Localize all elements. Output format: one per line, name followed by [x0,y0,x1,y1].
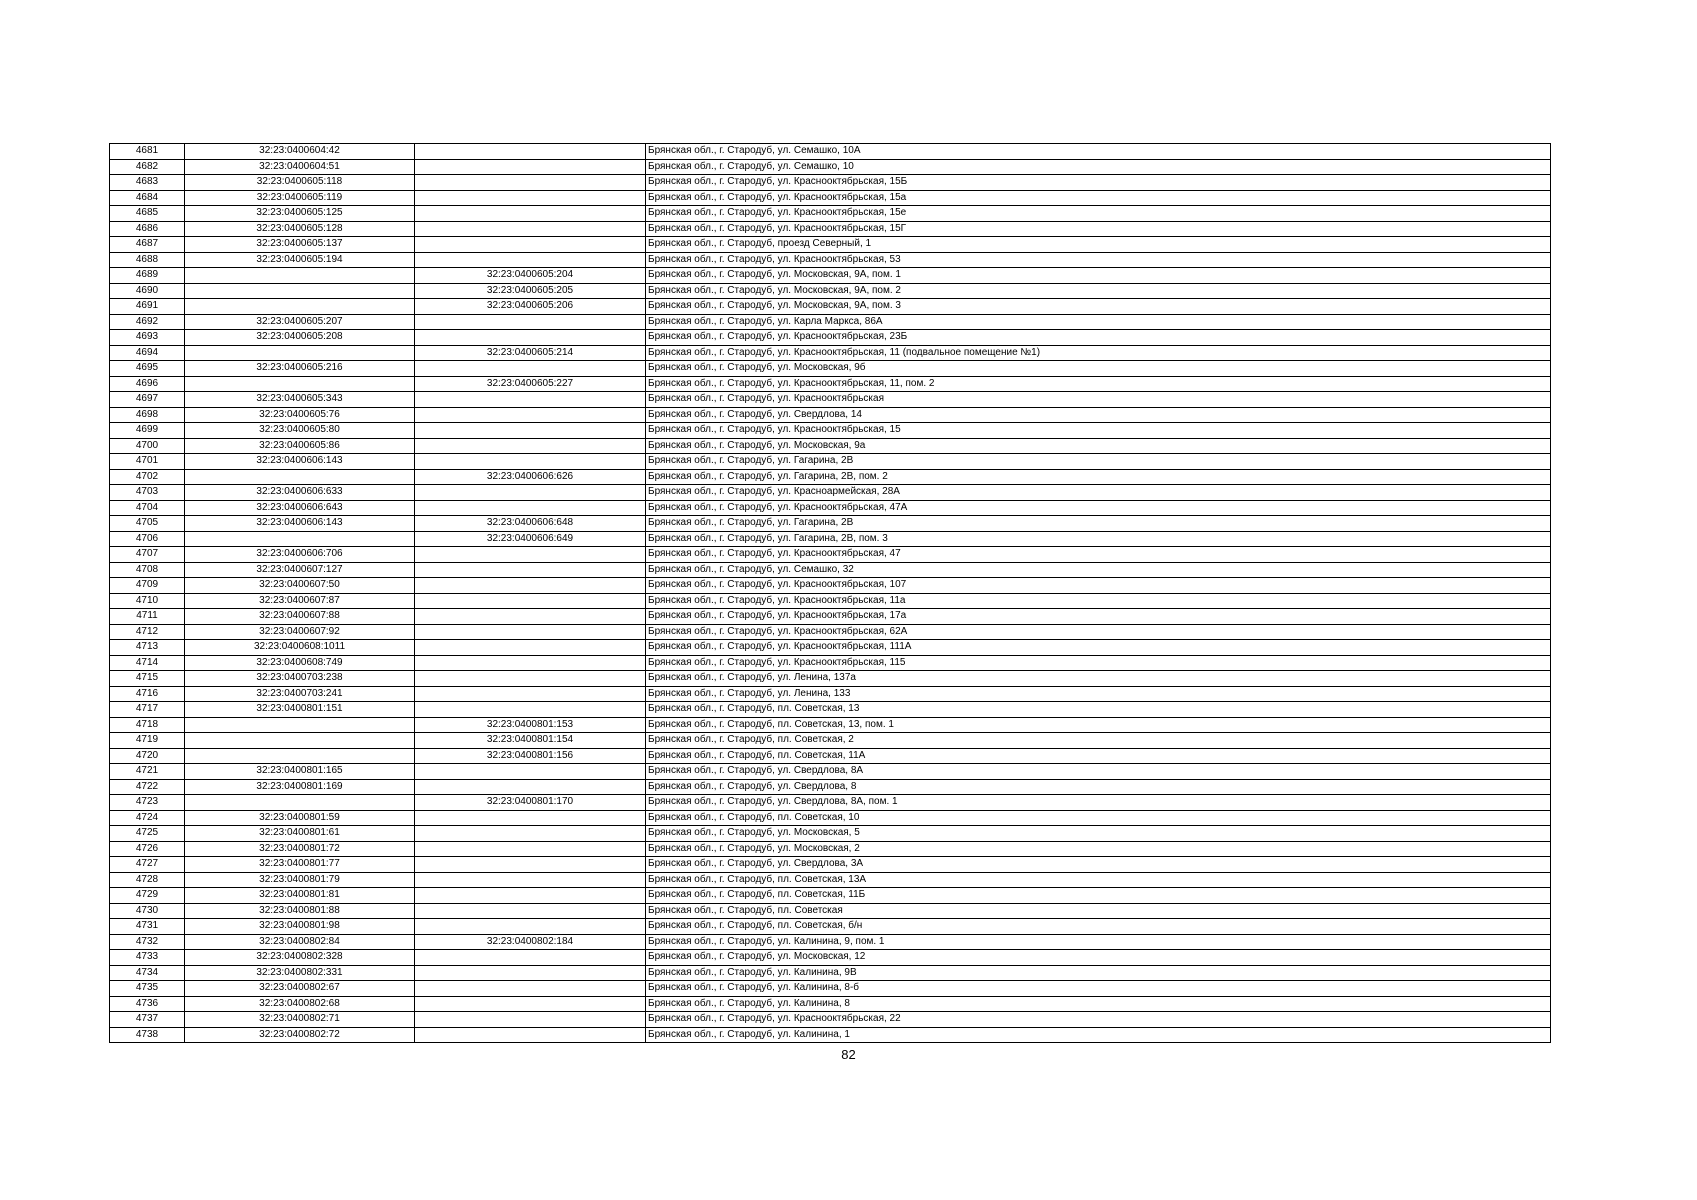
address-cell: Брянская обл., г. Стародуб, ул. Московская, 9А, пом. 2 [646,283,1551,299]
row-number-cell: 4690 [110,283,185,299]
table-row [110,841,1551,857]
related-cadastral-number-cell [415,764,646,780]
row-number-cell: 4700 [110,438,185,454]
row-number-cell: 4726 [110,841,185,857]
row-number-cell: 4711 [110,609,185,625]
related-cadastral-number-cell [415,330,646,346]
table-row [110,500,1551,516]
related-cadastral-number-cell [415,454,646,470]
row-number-cell: 4683 [110,175,185,191]
cadastral-number-cell [185,733,415,749]
cadastral-number-cell [185,345,415,361]
address-cell: Брянская обл., г. Стародуб, ул. Калинина, 8 [646,996,1551,1012]
cadastral-number-cell: 32:23:0400606:643 [185,500,415,516]
cadastral-number-cell: 32:23:0400801:81 [185,888,415,904]
related-cadastral-number-cell [415,407,646,423]
related-cadastral-number-cell: 32:23:0400605:227 [415,376,646,392]
related-cadastral-number-cell: 32:23:0400801:170 [415,795,646,811]
row-number-cell: 4722 [110,779,185,795]
address-cell: Брянская обл., г. Стародуб, ул. Краснооктябрьская, 11а [646,593,1551,609]
cadastral-number-cell: 32:23:0400605:80 [185,423,415,439]
address-cell: Брянская обл., г. Стародуб, ул. Краснооктябрьская, 15Г [646,221,1551,237]
table-row [110,934,1551,950]
related-cadastral-number-cell [415,950,646,966]
cadastral-number-cell: 32:23:0400606:143 [185,454,415,470]
related-cadastral-number-cell [415,826,646,842]
cadastral-number-cell: 32:23:0400605:76 [185,407,415,423]
table-row [110,423,1551,439]
table-row [110,469,1551,485]
related-cadastral-number-cell [415,221,646,237]
address-cell: Брянская обл., г. Стародуб, ул. Ленина, 133 [646,686,1551,702]
table-row [110,919,1551,935]
cadastral-number-cell: 32:23:0400801:72 [185,841,415,857]
address-cell: Брянская обл., г. Стародуб, ул. Семашко, 10А [646,144,1551,160]
table-row [110,531,1551,547]
table-row [110,686,1551,702]
address-cell: Брянская обл., г. Стародуб, ул. Московская, 9А, пом. 1 [646,268,1551,284]
cadastral-number-cell: 32:23:0400605:216 [185,361,415,377]
register-sheet [109,143,1550,1043]
address-cell: Брянская обл., г. Стародуб, пл. Советская, 13А [646,872,1551,888]
related-cadastral-number-cell [415,1027,646,1043]
address-cell: Брянская обл., г. Стародуб, ул. Краснооктябрьская, 115 [646,655,1551,671]
cadastral-number-cell: 32:23:0400802:68 [185,996,415,1012]
related-cadastral-number-cell [415,237,646,253]
cadastral-number-cell [185,795,415,811]
related-cadastral-number-cell [415,423,646,439]
related-cadastral-number-cell [415,206,646,222]
address-cell: Брянская обл., г. Стародуб, ул. Краснооктябрьская, 53 [646,252,1551,268]
table-row [110,702,1551,718]
table-row [110,299,1551,315]
related-cadastral-number-cell [415,857,646,873]
address-cell: Брянская обл., г. Стародуб, ул. Краснооктябрьская, 15а [646,190,1551,206]
related-cadastral-number-cell [415,485,646,501]
related-cadastral-number-cell: 32:23:0400606:648 [415,516,646,532]
row-number-cell: 4704 [110,500,185,516]
address-cell: Брянская обл., г. Стародуб, ул. Московская, 9а [646,438,1551,454]
table-row [110,144,1551,160]
row-number-cell: 4736 [110,996,185,1012]
row-number-cell: 4737 [110,1012,185,1028]
table-row [110,624,1551,640]
register-table [109,143,1551,1043]
address-cell: Брянская обл., г. Стародуб, ул. Калинина, 9, пом. 1 [646,934,1551,950]
related-cadastral-number-cell [415,159,646,175]
row-number-cell: 4703 [110,485,185,501]
related-cadastral-number-cell [415,562,646,578]
cadastral-number-cell: 32:23:0400801:77 [185,857,415,873]
related-cadastral-number-cell [415,578,646,594]
address-cell: Брянская обл., г. Стародуб, ул. Краснооктябрьская, 111А [646,640,1551,656]
table-row [110,795,1551,811]
cadastral-number-cell: 32:23:0400607:127 [185,562,415,578]
table-row [110,376,1551,392]
related-cadastral-number-cell: 32:23:0400606:649 [415,531,646,547]
table-row [110,593,1551,609]
row-number-cell: 4732 [110,934,185,950]
related-cadastral-number-cell [415,438,646,454]
related-cadastral-number-cell: 32:23:0400801:153 [415,717,646,733]
address-cell: Брянская обл., г. Стародуб, ул. Гагарина, 2В, пом. 3 [646,531,1551,547]
related-cadastral-number-cell [415,965,646,981]
related-cadastral-number-cell [415,810,646,826]
address-cell: Брянская обл., г. Стародуб, ул. Краснооктябрьская, 22 [646,1012,1551,1028]
related-cadastral-number-cell: 32:23:0400801:156 [415,748,646,764]
table-row [110,175,1551,191]
address-cell: Брянская обл., г. Стародуб, ул. Краснооктябрьская, 15е [646,206,1551,222]
related-cadastral-number-cell: 32:23:0400605:205 [415,283,646,299]
table-row [110,903,1551,919]
related-cadastral-number-cell [415,640,646,656]
address-cell: Брянская обл., г. Стародуб, ул. Свердлова, 8А, пом. 1 [646,795,1551,811]
row-number-cell: 4705 [110,516,185,532]
table-row [110,1012,1551,1028]
cadastral-number-cell [185,531,415,547]
related-cadastral-number-cell [415,996,646,1012]
related-cadastral-number-cell [415,624,646,640]
row-number-cell: 4684 [110,190,185,206]
cadastral-number-cell [185,283,415,299]
cadastral-number-cell: 32:23:0400802:84 [185,934,415,950]
row-number-cell: 4697 [110,392,185,408]
table-row [110,283,1551,299]
cadastral-number-cell: 32:23:0400802:72 [185,1027,415,1043]
register-table-body [110,144,1551,1043]
table-row [110,671,1551,687]
row-number-cell: 4717 [110,702,185,718]
table-row [110,888,1551,904]
cadastral-number-cell: 32:23:0400607:87 [185,593,415,609]
cadastral-number-cell: 32:23:0400604:51 [185,159,415,175]
related-cadastral-number-cell [415,593,646,609]
address-cell: Брянская обл., г. Стародуб, проезд Северный, 1 [646,237,1551,253]
cadastral-number-cell: 32:23:0400605:86 [185,438,415,454]
cadastral-number-cell: 32:23:0400607:88 [185,609,415,625]
cadastral-number-cell [185,268,415,284]
table-row [110,221,1551,237]
address-cell: Брянская обл., г. Стародуб, ул. Свердлова, 14 [646,407,1551,423]
cadastral-number-cell: 32:23:0400605:125 [185,206,415,222]
row-number-cell: 4702 [110,469,185,485]
address-cell: Брянская обл., г. Стародуб, ул. Московская, 5 [646,826,1551,842]
address-cell: Брянская обл., г. Стародуб, ул. Калинина, 9В [646,965,1551,981]
table-row [110,159,1551,175]
row-number-cell: 4724 [110,810,185,826]
table-row [110,1027,1551,1043]
table-row [110,252,1551,268]
related-cadastral-number-cell [415,919,646,935]
address-cell: Брянская обл., г. Стародуб, пл. Советская, 11Б [646,888,1551,904]
address-cell: Брянская обл., г. Стародуб, ул. Московская, 12 [646,950,1551,966]
address-cell: Брянская обл., г. Стародуб, пл. Советская [646,903,1551,919]
related-cadastral-number-cell [415,779,646,795]
table-row [110,779,1551,795]
cadastral-number-cell: 32:23:0400703:238 [185,671,415,687]
row-number-cell: 4735 [110,981,185,997]
related-cadastral-number-cell [415,655,646,671]
address-cell: Брянская обл., г. Стародуб, ул. Краснооктябрьская, 23Б [646,330,1551,346]
table-row [110,748,1551,764]
address-cell: Брянская обл., г. Стародуб, пл. Советская, 13, пом. 1 [646,717,1551,733]
related-cadastral-number-cell [415,686,646,702]
address-cell: Брянская обл., г. Стародуб, ул. Краснооктябрьская, 15Б [646,175,1551,191]
address-cell: Брянская обл., г. Стародуб, ул. Гагарина, 2В [646,516,1551,532]
cadastral-number-cell: 32:23:0400606:143 [185,516,415,532]
related-cadastral-number-cell [415,671,646,687]
cadastral-number-cell: 32:23:0400801:165 [185,764,415,780]
table-row [110,578,1551,594]
row-number-cell: 4738 [110,1027,185,1043]
cadastral-number-cell: 32:23:0400606:633 [185,485,415,501]
table-row [110,330,1551,346]
address-cell: Брянская обл., г. Стародуб, ул. Гагарина, 2В [646,454,1551,470]
address-cell: Брянская обл., г. Стародуб, ул. Московская, 9б [646,361,1551,377]
row-number-cell: 4708 [110,562,185,578]
table-row [110,655,1551,671]
cadastral-number-cell: 32:23:0400801:98 [185,919,415,935]
address-cell: Брянская обл., г. Стародуб, ул. Краснооктябрьская, 11, пом. 2 [646,376,1551,392]
related-cadastral-number-cell: 32:23:0400606:626 [415,469,646,485]
table-row [110,237,1551,253]
address-cell: Брянская обл., г. Стародуб, пл. Советская, б/н [646,919,1551,935]
address-cell: Брянская обл., г. Стародуб, ул. Краснооктябрьская, 47А [646,500,1551,516]
table-row [110,857,1551,873]
address-cell: Брянская обл., г. Стародуб, пл. Советская, 13 [646,702,1551,718]
table-row [110,965,1551,981]
row-number-cell: 4707 [110,547,185,563]
cadastral-number-cell: 32:23:0400801:59 [185,810,415,826]
row-number-cell: 4719 [110,733,185,749]
cadastral-number-cell: 32:23:0400801:88 [185,903,415,919]
address-cell: Брянская обл., г. Стародуб, ул. Семашко, 10 [646,159,1551,175]
table-row [110,733,1551,749]
row-number-cell: 4691 [110,299,185,315]
row-number-cell: 4712 [110,624,185,640]
related-cadastral-number-cell [415,175,646,191]
address-cell: Брянская обл., г. Стародуб, ул. Краснооктябрьская [646,392,1551,408]
cadastral-number-cell: 32:23:0400605:343 [185,392,415,408]
row-number-cell: 4687 [110,237,185,253]
related-cadastral-number-cell [415,500,646,516]
row-number-cell: 4713 [110,640,185,656]
row-number-cell: 4681 [110,144,185,160]
page-number: 82 [841,1047,856,1062]
related-cadastral-number-cell [415,190,646,206]
table-row [110,268,1551,284]
related-cadastral-number-cell [415,872,646,888]
table-row [110,206,1551,222]
row-number-cell: 4714 [110,655,185,671]
related-cadastral-number-cell [415,981,646,997]
table-row [110,438,1551,454]
row-number-cell: 4725 [110,826,185,842]
address-cell: Брянская обл., г. Стародуб, ул. Краснооктябрьская, 107 [646,578,1551,594]
address-cell: Брянская обл., г. Стародуб, ул. Калинина, 1 [646,1027,1551,1043]
row-number-cell: 4721 [110,764,185,780]
row-number-cell: 4715 [110,671,185,687]
table-row [110,190,1551,206]
cadastral-number-cell: 32:23:0400606:706 [185,547,415,563]
row-number-cell: 4729 [110,888,185,904]
table-row [110,547,1551,563]
address-cell: Брянская обл., г. Стародуб, ул. Московская, 2 [646,841,1551,857]
related-cadastral-number-cell [415,609,646,625]
cadastral-number-cell: 32:23:0400608:749 [185,655,415,671]
cadastral-number-cell: 32:23:0400802:331 [185,965,415,981]
table-row [110,826,1551,842]
cadastral-number-cell [185,469,415,485]
table-row [110,345,1551,361]
address-cell: Брянская обл., г. Стародуб, ул. Калинина, 8-б [646,981,1551,997]
related-cadastral-number-cell [415,702,646,718]
row-number-cell: 4701 [110,454,185,470]
related-cadastral-number-cell [415,144,646,160]
address-cell: Брянская обл., г. Стародуб, ул. Свердлова, 8А [646,764,1551,780]
address-cell: Брянская обл., г. Стародуб, пл. Советская, 11А [646,748,1551,764]
related-cadastral-number-cell: 32:23:0400802:184 [415,934,646,950]
related-cadastral-number-cell [415,841,646,857]
row-number-cell: 4728 [110,872,185,888]
row-number-cell: 4730 [110,903,185,919]
cadastral-number-cell: 32:23:0400608:1011 [185,640,415,656]
address-cell: Брянская обл., г. Стародуб, ул. Красноармейская, 28А [646,485,1551,501]
row-number-cell: 4716 [110,686,185,702]
row-number-cell: 4718 [110,717,185,733]
address-cell: Брянская обл., г. Стародуб, ул. Гагарина, 2В, пом. 2 [646,469,1551,485]
table-row [110,981,1551,997]
address-cell: Брянская обл., г. Стародуб, пл. Советская, 2 [646,733,1551,749]
related-cadastral-number-cell [415,547,646,563]
row-number-cell: 4727 [110,857,185,873]
row-number-cell: 4710 [110,593,185,609]
row-number-cell: 4688 [110,252,185,268]
table-row [110,810,1551,826]
address-cell: Брянская обл., г. Стародуб, ул. Карла Маркса, 86А [646,314,1551,330]
row-number-cell: 4698 [110,407,185,423]
cadastral-number-cell [185,299,415,315]
table-row [110,314,1551,330]
related-cadastral-number-cell: 32:23:0400605:204 [415,268,646,284]
row-number-cell: 4731 [110,919,185,935]
row-number-cell: 4689 [110,268,185,284]
table-row [110,407,1551,423]
address-cell: Брянская обл., г. Стародуб, ул. Семашко, 32 [646,562,1551,578]
row-number-cell: 4692 [110,314,185,330]
related-cadastral-number-cell [415,903,646,919]
cadastral-number-cell: 32:23:0400802:71 [185,1012,415,1028]
table-row [110,609,1551,625]
cadastral-number-cell: 32:23:0400605:119 [185,190,415,206]
related-cadastral-number-cell [415,888,646,904]
cadastral-number-cell: 32:23:0400605:137 [185,237,415,253]
address-cell: Брянская обл., г. Стародуб, ул. Краснооктябрьская, 11 (подвальное помещение №1) [646,345,1551,361]
cadastral-number-cell: 32:23:0400703:241 [185,686,415,702]
cadastral-number-cell: 32:23:0400605:128 [185,221,415,237]
related-cadastral-number-cell: 32:23:0400605:214 [415,345,646,361]
related-cadastral-number-cell [415,361,646,377]
cadastral-number-cell: 32:23:0400605:208 [185,330,415,346]
related-cadastral-number-cell: 32:23:0400605:206 [415,299,646,315]
row-number-cell: 4686 [110,221,185,237]
table-row [110,640,1551,656]
row-number-cell: 4682 [110,159,185,175]
address-cell: Брянская обл., г. Стародуб, ул. Московская, 9А, пом. 3 [646,299,1551,315]
row-number-cell: 4695 [110,361,185,377]
cadastral-number-cell: 32:23:0400607:92 [185,624,415,640]
cadastral-number-cell: 32:23:0400604:42 [185,144,415,160]
cadastral-number-cell: 32:23:0400607:50 [185,578,415,594]
related-cadastral-number-cell [415,252,646,268]
row-number-cell: 4694 [110,345,185,361]
row-number-cell: 4723 [110,795,185,811]
table-row [110,996,1551,1012]
cadastral-number-cell [185,376,415,392]
row-number-cell: 4733 [110,950,185,966]
cadastral-number-cell: 32:23:0400802:328 [185,950,415,966]
cadastral-number-cell: 32:23:0400801:79 [185,872,415,888]
row-number-cell: 4709 [110,578,185,594]
address-cell: Брянская обл., г. Стародуб, ул. Свердлова, 3А [646,857,1551,873]
table-row [110,454,1551,470]
address-cell: Брянская обл., г. Стародуб, ул. Краснооктябрьская, 62А [646,624,1551,640]
table-row [110,872,1551,888]
cadastral-number-cell: 32:23:0400801:151 [185,702,415,718]
address-cell: Брянская обл., г. Стародуб, пл. Советская, 10 [646,810,1551,826]
cadastral-number-cell: 32:23:0400605:194 [185,252,415,268]
address-cell: Брянская обл., г. Стародуб, ул. Краснооктябрьская, 47 [646,547,1551,563]
table-row [110,392,1551,408]
cadastral-number-cell: 32:23:0400802:67 [185,981,415,997]
row-number-cell: 4699 [110,423,185,439]
related-cadastral-number-cell [415,1012,646,1028]
table-row [110,950,1551,966]
row-number-cell: 4685 [110,206,185,222]
address-cell: Брянская обл., г. Стародуб, ул. Краснооктябрьская, 17а [646,609,1551,625]
table-row [110,562,1551,578]
address-cell: Брянская обл., г. Стародуб, ул. Ленина, 137а [646,671,1551,687]
table-row [110,361,1551,377]
related-cadastral-number-cell [415,392,646,408]
table-row [110,516,1551,532]
cadastral-number-cell [185,717,415,733]
related-cadastral-number-cell: 32:23:0400801:154 [415,733,646,749]
table-row [110,485,1551,501]
table-row [110,717,1551,733]
row-number-cell: 4696 [110,376,185,392]
cadastral-number-cell: 32:23:0400801:169 [185,779,415,795]
cadastral-number-cell: 32:23:0400801:61 [185,826,415,842]
cadastral-number-cell: 32:23:0400605:207 [185,314,415,330]
cadastral-number-cell [185,748,415,764]
related-cadastral-number-cell [415,314,646,330]
address-cell: Брянская обл., г. Стародуб, ул. Краснооктябрьская, 15 [646,423,1551,439]
row-number-cell: 4734 [110,965,185,981]
row-number-cell: 4720 [110,748,185,764]
cadastral-number-cell: 32:23:0400605:118 [185,175,415,191]
address-cell: Брянская обл., г. Стародуб, ул. Свердлова, 8 [646,779,1551,795]
table-row [110,764,1551,780]
row-number-cell: 4706 [110,531,185,547]
row-number-cell: 4693 [110,330,185,346]
